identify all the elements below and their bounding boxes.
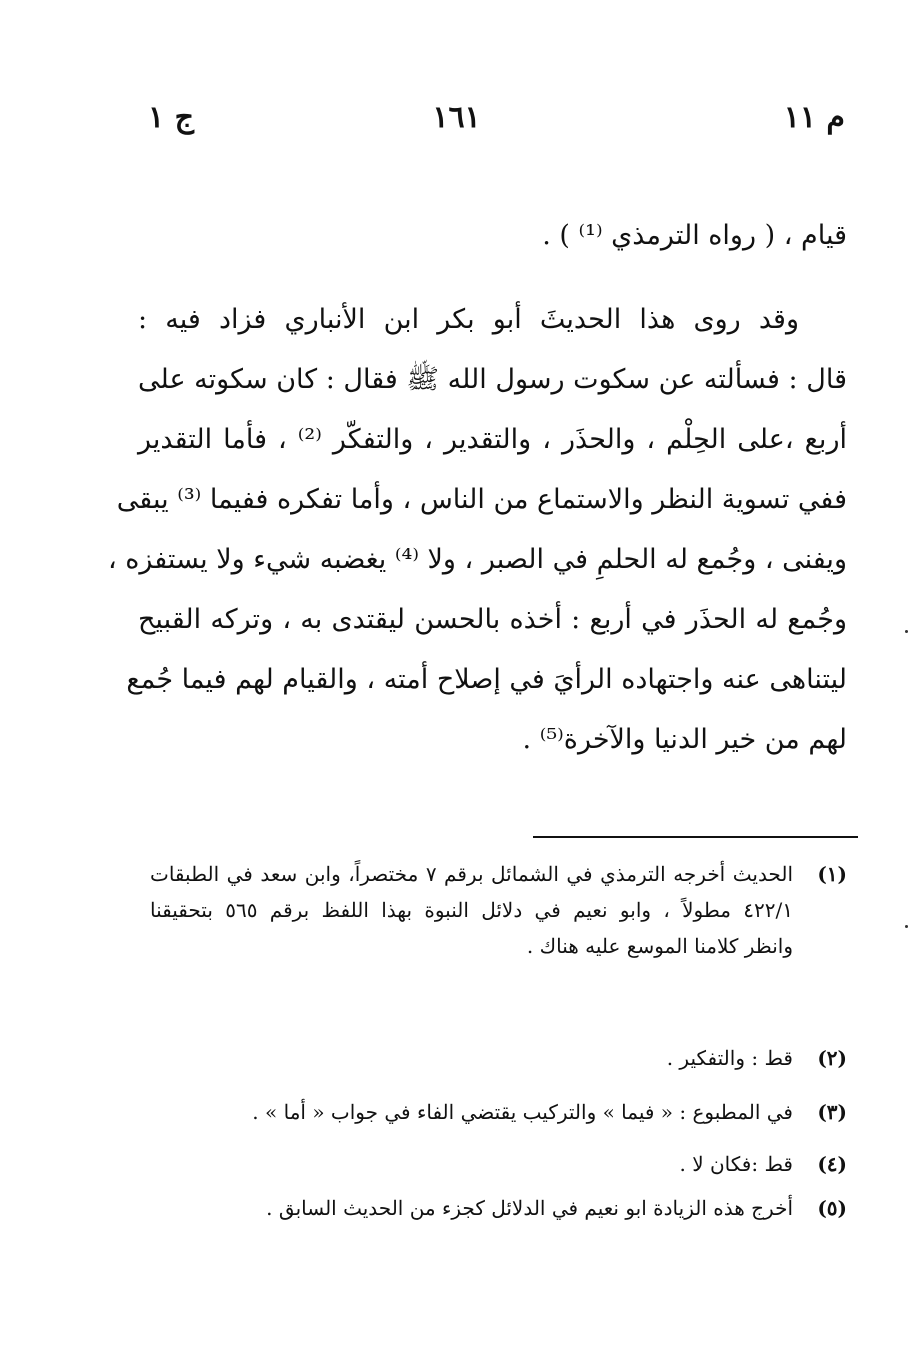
scan-speck xyxy=(905,925,908,928)
footnote-line: في المطبوع : « فيما » والتركيب يقتضي الفاء في جواب « أما » . xyxy=(252,1100,793,1124)
intro-line: قيام ، ( رواه الترمذي ⁽¹⁾ ) . xyxy=(542,220,847,251)
intro-line-block xyxy=(138,206,847,266)
footnote-number: (٤) xyxy=(817,1152,847,1176)
footnote-line: الحديث أخرجه الترمذي في الشمائل برقم ٧ مختصراً، وابن سعد في الطبقات xyxy=(150,862,793,886)
chapter-number: م ١١ xyxy=(783,100,845,135)
paragraph-line: وقد روى هذا الحديثَ أبو بكر ابن الأنباري فزاد فيه : xyxy=(138,304,799,335)
footnote-line: قط : والتفكير . xyxy=(666,1046,793,1070)
footnote-1 xyxy=(150,856,847,964)
footnote-line: ٤٢٢/١ مطولاً ، وابو نعيم في دلائل النبوة بهذا اللفظ برقم ٥٦٥ بتحقيقنا xyxy=(150,898,793,922)
main-paragraph xyxy=(107,290,847,770)
paragraph-line: قال : فسألته عن سكوت رسول الله ﷺ فقال : كان سكوته على xyxy=(138,364,847,395)
footnote-number: (١) xyxy=(817,862,847,886)
paragraph-line: ليتناهى عنه واجتهاده الرأيَ في إصلاح أمته ، والقيام لهم فيما جُمع xyxy=(126,664,847,695)
footnote-2 xyxy=(150,1040,847,1076)
footnote-number: (٢) xyxy=(817,1046,847,1070)
footnote-5 xyxy=(150,1190,847,1226)
page-number: ١٦١ xyxy=(432,100,481,135)
paragraph-line: وجُمع له الحذَر في أربع : أخذه بالحسن ليقتدى به ، وتركه القبيح xyxy=(138,604,847,635)
paragraph-line: أربع ،على الحِلْم ، والحذَر ، والتقدير ، والتفكّر ⁽²⁾ ، فأما التقدير xyxy=(138,424,847,455)
footnote-3 xyxy=(150,1094,847,1130)
paragraph-line: ويفنى ، وجُمع له الحلمِ في الصبر ، ولا ⁽⁴⁾ يغضبه شيء ولا يستفزه ، xyxy=(107,544,847,575)
volume-number: ج ١ xyxy=(148,100,194,135)
footnote-number: (٣) xyxy=(817,1100,847,1124)
footnote-line: وانظر كلامنا الموسع عليه هناك . xyxy=(526,934,793,958)
footnote-4 xyxy=(150,1146,847,1182)
footnote-line: أخرج هذه الزيادة ابو نعيم في الدلائل كجزء من الحديث السابق . xyxy=(266,1196,793,1220)
footnote-number: (٥) xyxy=(817,1196,847,1220)
footnote-line: قط :فكان لا . xyxy=(679,1152,793,1176)
paragraph-line: لهم من خير الدنيا والآخرة⁽⁵⁾ . xyxy=(522,724,847,755)
scan-speck xyxy=(905,630,908,633)
paragraph-line: ففي تسوية النظر والاستماع من الناس ، وأما تفكره ففيما ⁽³⁾ يبقى xyxy=(116,484,847,515)
footnote-divider xyxy=(533,836,858,838)
